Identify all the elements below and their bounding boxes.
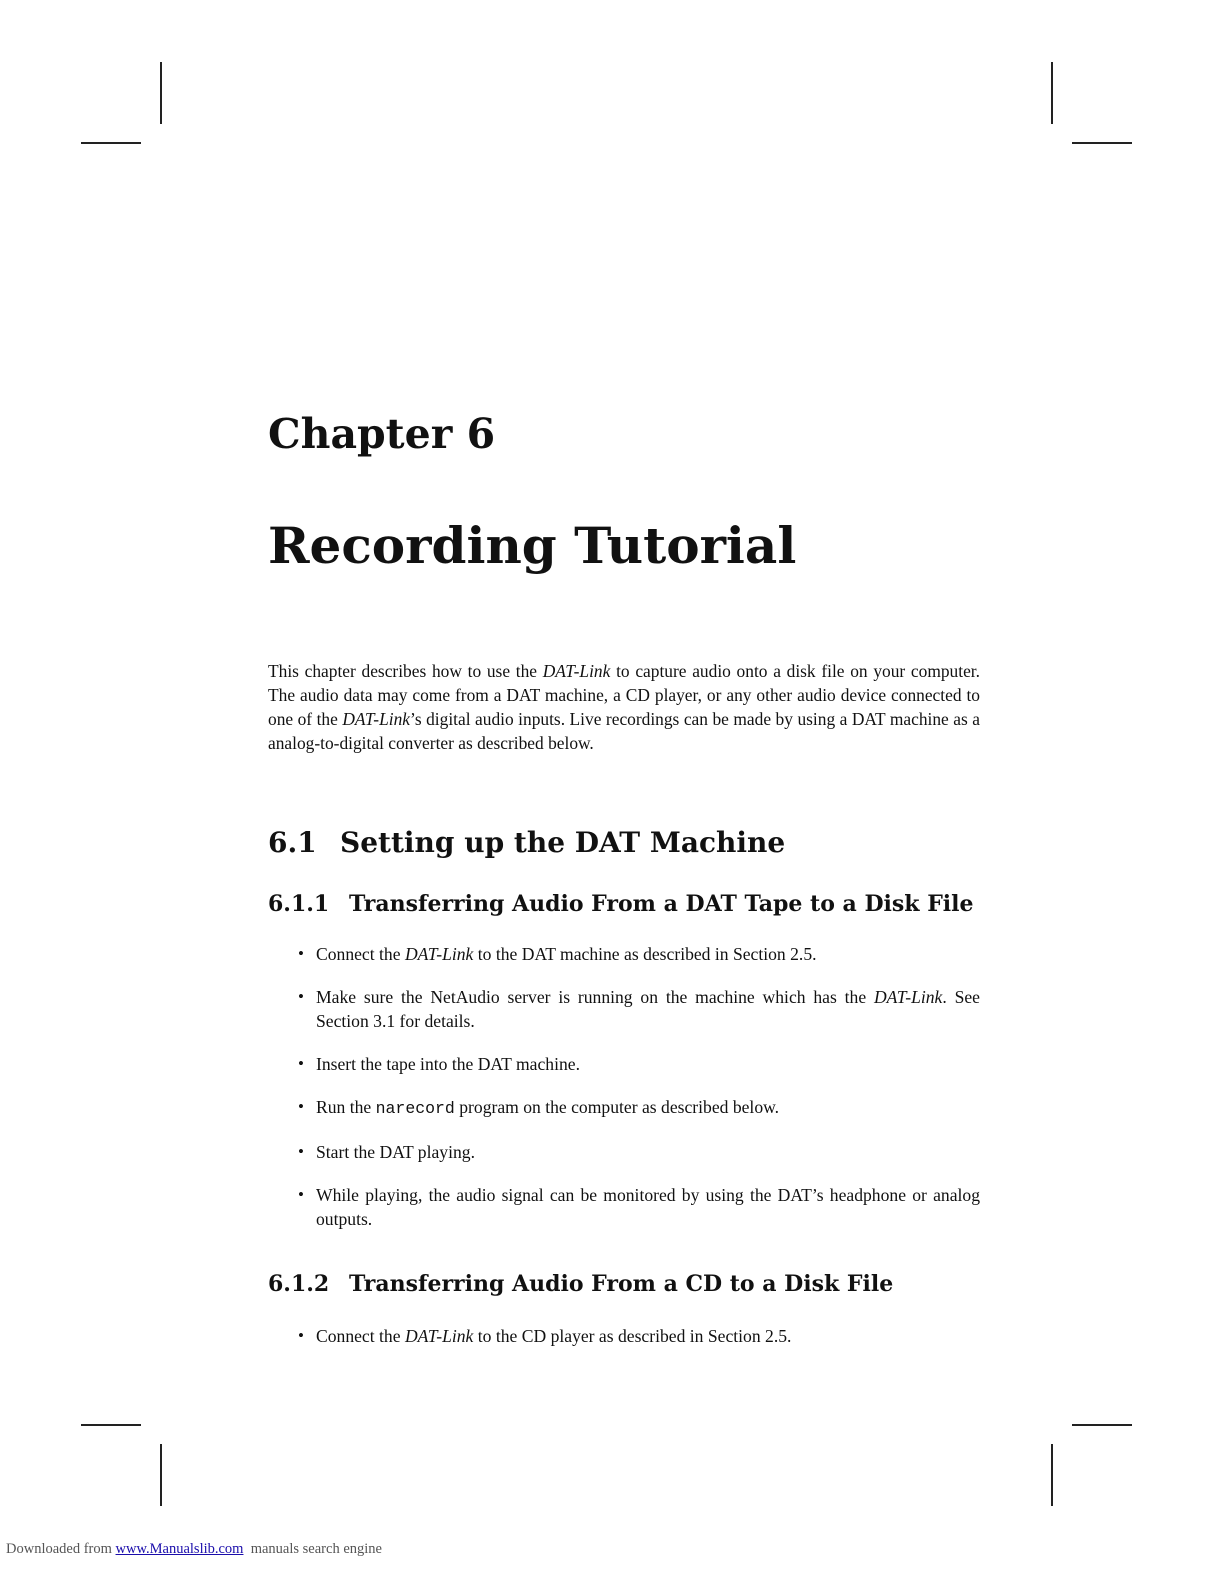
crop-mark-bottom-right-horizontal xyxy=(1072,1424,1132,1426)
subsection-1-number: 6.1.1 xyxy=(268,891,330,917)
crop-mark-top-left-vertical xyxy=(160,62,162,124)
list-item-text: to the CD player as described in Section 2.5. xyxy=(473,1326,792,1346)
list-item-text: Insert the tape into the DAT machine. xyxy=(316,1054,580,1074)
bullet-icon: • xyxy=(298,944,304,963)
bullet-icon: • xyxy=(298,987,304,1006)
section-number: 6.1 xyxy=(268,826,317,859)
intro-product-name-1: DAT-Link xyxy=(542,661,611,681)
footer-attribution xyxy=(6,1541,382,1558)
list-item-text: Run the xyxy=(316,1097,376,1117)
list-item xyxy=(268,1052,980,1076)
list-item xyxy=(268,1095,980,1121)
bullet-icon: • xyxy=(298,1097,304,1116)
list-item-text: While playing, the audio signal can be monitored by using the DAT’s headphone or analog outputs. xyxy=(316,1185,980,1229)
list-item-text: program on the computer as described below. xyxy=(454,1097,780,1117)
intro-text-1: This chapter describes how to use the xyxy=(268,661,543,681)
crop-mark-top-left-horizontal xyxy=(81,142,141,144)
list-item xyxy=(268,942,980,966)
crop-mark-bottom-left-horizontal xyxy=(81,1424,141,1426)
footer-prefix: Downloaded from xyxy=(6,1541,116,1557)
section-heading xyxy=(268,826,785,859)
footer-suffix: manuals search engine xyxy=(243,1541,382,1557)
list-item-product-name: DAT-Link xyxy=(404,944,474,964)
crop-mark-top-right-horizontal xyxy=(1072,142,1132,144)
intro-text-2: to capture audio onto a disk file on your computer. The audio data may come from a DAT machine, a CD player, or any other audio device connected to one of the xyxy=(268,661,980,729)
intro-paragraph xyxy=(268,659,980,755)
bullet-icon: • xyxy=(298,1326,304,1345)
subsection-heading-1 xyxy=(268,891,974,917)
list-item xyxy=(268,1183,980,1231)
intro-text-3: ’s digital audio inputs. Live recordings can be made by using a DAT machine as a analog-to-digital converter as described below. xyxy=(268,709,980,753)
subsection-2-list xyxy=(268,1324,980,1367)
list-item xyxy=(268,985,980,1033)
list-item-text: Connect the xyxy=(316,944,405,964)
chapter-title: Recording Tutorial xyxy=(268,516,797,575)
list-item-text: Connect the xyxy=(316,1326,405,1346)
bullet-icon: • xyxy=(298,1054,304,1073)
list-item-product-name: DAT-Link xyxy=(873,987,943,1007)
program-name: narecord xyxy=(375,1099,455,1118)
subsection-2-title: Transferring Audio From a CD to a Disk File xyxy=(349,1271,894,1297)
chapter-label: Chapter 6 xyxy=(268,410,496,458)
list-item-text: Start the DAT playing. xyxy=(316,1142,475,1162)
list-item-text: Make sure the NetAudio server is running on the machine which has the xyxy=(316,987,874,1007)
manualslib-link[interactable]: www.Manualslib.com xyxy=(115,1541,244,1557)
crop-mark-top-right-vertical xyxy=(1051,62,1053,124)
bullet-icon: • xyxy=(298,1142,304,1161)
subsection-heading-2 xyxy=(268,1271,893,1297)
crop-mark-bottom-left-vertical xyxy=(160,1444,162,1506)
list-item-text: to the DAT machine as described in Section 2.5. xyxy=(473,944,817,964)
subsection-1-title: Transferring Audio From a DAT Tape to a Disk File xyxy=(349,891,974,917)
subsection-1-list xyxy=(268,942,980,1250)
list-item xyxy=(268,1140,980,1164)
intro-product-name-2: DAT-Link xyxy=(342,709,410,729)
list-item-product-name: DAT-Link xyxy=(404,1326,474,1346)
section-title: Setting up the DAT Machine xyxy=(340,826,786,859)
bullet-icon: • xyxy=(298,1185,304,1204)
list-item-text: . See Section 3.1 for details. xyxy=(316,987,980,1031)
subsection-2-number: 6.1.2 xyxy=(268,1271,330,1297)
crop-mark-bottom-right-vertical xyxy=(1051,1444,1053,1506)
list-item xyxy=(268,1324,980,1348)
